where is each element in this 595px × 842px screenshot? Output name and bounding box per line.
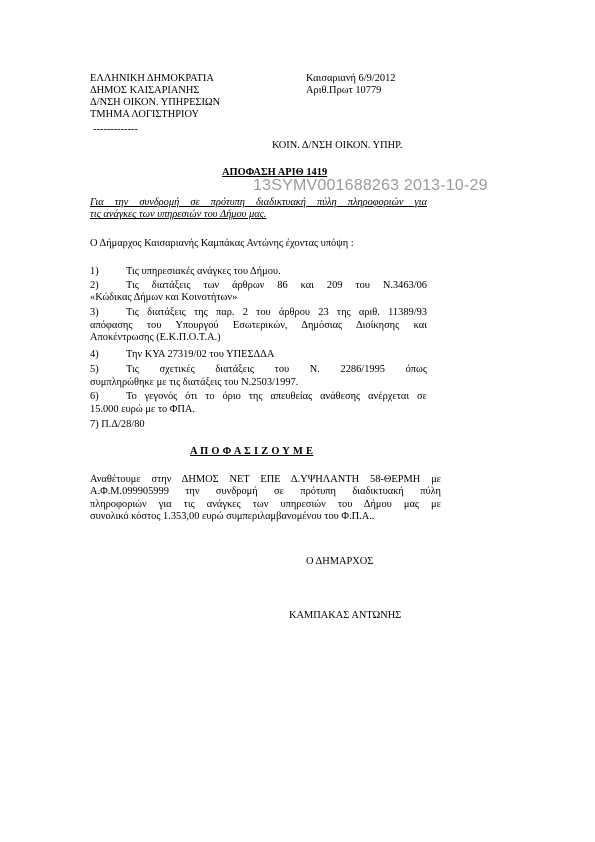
consideration-6-continued: 15.000 ευρώ με το ΦΠΑ. xyxy=(90,404,196,415)
consideration-number: 6) xyxy=(90,391,99,402)
header-department-line: ΤΜΗΜΑ ΛΟΓΙΣΤΗΡΙΟΥ xyxy=(90,109,199,120)
consideration-number: 1) xyxy=(90,266,99,277)
consideration-7: 7) Π.Δ/28/80 xyxy=(90,419,145,430)
decision-body xyxy=(90,474,441,523)
consideration-5-continued: συμπληρώθηκε με τις διατάξεις του Ν.2503/1997. xyxy=(90,377,299,388)
document-date: Καισαριανή 6/9/2012 xyxy=(306,73,396,84)
decision-body-line: Αναθέτουμε στην ΔΗΜΟΣ ΝΕΤ ΕΠΕ Δ.ΥΨΗΛΑΝΤΗ 58-ΘΕΡΜΗ με xyxy=(90,474,441,485)
consideration-number: 5) xyxy=(90,364,99,375)
subject-line-1: Για την συνδρομή σε πρότυπη διαδικτυακή πύλη πληροφοριών για xyxy=(90,197,427,208)
consideration-3-first-line: Τις διατάξεις της παρ. 2 του άρθρου 23 της αριθ. 11389/93 xyxy=(126,307,427,318)
consideration-1: Τις υπηρεσιακές ανάγκες του Δήμου. xyxy=(126,266,281,277)
subject-block xyxy=(90,197,427,222)
header-directorate-line: Δ/ΝΣΗ ΟΙΚΟΝ. ΥΠΗΡΕΣΙΩΝ xyxy=(90,97,221,108)
signature-name: ΚΑΜΠΑΚΑΣ ΑΝΤΩΝΗΣ xyxy=(289,610,402,621)
decision-body-line: πληροφοριών για τις ανάγκες των υπηρεσιών του Δήμου μας με xyxy=(90,498,441,510)
header-separator: ------------- xyxy=(93,124,138,135)
decision-body-line: Α.Φ.Μ.099905999 την συνδρομή σε πρότυπη διαδικτυακή πύλη xyxy=(90,486,441,498)
header-municipality-line: ΔΗΜΟΣ ΚΑΙΣΑΡΙΑΝΗΣ xyxy=(90,85,200,96)
decision-number: ΑΠΟΦΑΣΗ ΑΡΙΘ 1419 xyxy=(222,167,328,178)
consideration-2-continued: «Κώδικας Δήμων και Κοινοτήτων» xyxy=(90,292,238,303)
consideration-4: Την ΚΥΑ 27319/02 του ΥΠΕΣΔΔΑ xyxy=(126,349,275,360)
intro-line: Ο Δήμαρχος Καισαριανής Καμπάκας Αντώνης έχοντας υπόψη : xyxy=(90,238,354,249)
consideration-number: 2) xyxy=(90,280,99,291)
signature-title: Ο ΔΗΜΑΡΧΟΣ xyxy=(306,556,374,567)
decision-heading: Α Π Ο Φ Α Σ Ι Ζ Ο Υ Μ Ε xyxy=(190,446,314,457)
header-authority-line: ΕΛΛΗΝΙΚΗ ΔΗΜΟΚΡΑΤΙΑ xyxy=(90,73,214,84)
consideration-6-first-line: Το γεγονός ότι το όριο της απευθείας ανάθεσης ανέρχεται σε xyxy=(126,391,427,402)
consideration-number: 3) xyxy=(90,307,99,318)
registry-watermark: 13SYMV001688263 2013-10-29 xyxy=(253,177,488,194)
protocol-number: Αριθ.Πρωτ 10779 xyxy=(306,85,382,96)
consideration-number: 4) xyxy=(90,349,99,360)
subject-line-2: τις ανάγκες των υπηρεσιών του Δήμου μας. xyxy=(90,209,267,221)
consideration-2-first-line: Τις διατάξεις των άρθρων 86 και 209 του Ν.3463/06 xyxy=(126,280,427,291)
consideration-3-continued: απόφασης του Υπουργού Εσωτερικών, Δημόσιας Διοίκησης και Αποκέντρωσης (Ε.Κ.Π.Ο.Τ.Α.) xyxy=(90,320,427,344)
consideration-5-first-line: Τις σχετικές διατάξεις του Ν. 2286/1995 όπως xyxy=(126,364,427,375)
recipient-line: ΚΟΙΝ. Δ/ΝΣΗ ΟΙΚΟΝ. ΥΠΗΡ. xyxy=(272,140,403,151)
decision-body-line: συνολικό κόστος 1.353,00 ευρώ συμπεριλαμβανομένου του Φ.Π.Α.. xyxy=(90,510,375,522)
